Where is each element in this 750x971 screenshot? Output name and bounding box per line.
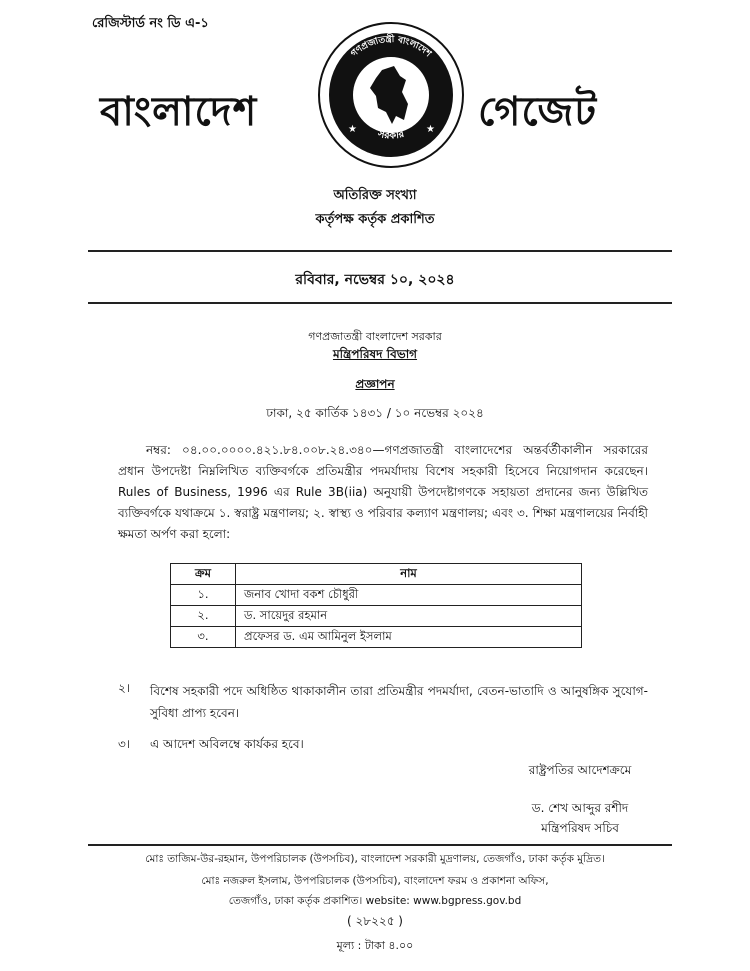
table-row — [171, 606, 582, 627]
masthead-right-title: গেজেট — [478, 89, 598, 135]
signatory-title: মন্ত্রিপরিষদ সচিব — [541, 821, 619, 835]
divider-top — [88, 250, 672, 252]
footer-divider — [88, 844, 672, 846]
paragraph-2: বিশেষ সহকারী পদে অধিষ্ঠিত থাকাকালীন তারা প্রতিমন্ত্রীর পদমর্যাদা, বেতন-ভাতাদি ও আনুষঙ্গিক সুযোগ-সুবিধা প্রাপ্য হবেন। — [150, 684, 648, 720]
notification-title: প্রজ্ঞাপন — [355, 377, 395, 391]
issue-date: রবিবার, নভেম্বর ১০, ২০২৪ — [295, 272, 455, 288]
svg-text:★: ★ — [426, 124, 435, 135]
seal-bottom-text: সরকার — [376, 128, 406, 142]
government-seal-icon — [316, 20, 466, 170]
publisher-label: কর্তৃপক্ষ কর্তৃক প্রকাশিত — [315, 212, 435, 227]
paragraph-1: নম্বর: ০৪.০০.০০০০.৪২১.৮৪.০০৮.২৪.৩৪০—গণপ্রজাতন্ত্রী বাংলাদেশের অন্তর্বর্তীকালীন সরকারের প্রধান উপদেষ্টা নিম্নলিখিত ব্যক্তিবর্গকে প্রতিমন্ত্রীর পদমর্যাদায় বিশেষ সহকারী হিসেবে নিয়োগদান করেছেন। Rules of Business, 1996 এর Rule 3B(iia) অনুযায়ী উপদেষ্টাগণকে সহায়তা প্রদানের জন্য উল্লিখিত ব্যক্তিবর্গকে যথাক্রমে ১. স্বরাষ্ট্র মন্ত্রণালয়; ২. স্বাস্থ্য ও পরিবার কল্যাণ মন্ত্রণালয়; এবং ৩. শিক্ষা মন্ত্রণালয়ের নির্বাহী ক্ষমতা অর্পণ করা হলো: — [118, 443, 648, 541]
footer-code: ( ২৮২২৫ ) — [347, 914, 403, 928]
table-row — [171, 627, 582, 648]
extra-issue-label: অতিরিক্ত সংখ্যা — [333, 188, 417, 203]
table-header-name: নাম — [236, 564, 582, 585]
table-header-serial: ক্রম — [171, 564, 236, 585]
government-name: গণপ্রজাতন্ত্রী বাংলাদেশ সরকার — [308, 330, 442, 343]
table-header-row — [171, 564, 582, 585]
table-cell-serial: ২. — [171, 606, 236, 627]
footer-website-line: তেজগাঁও, ঢাকা কর্তৃক প্রকাশিত। website: www.bgpress.gov.bd — [228, 895, 522, 907]
seal-top-text: গণপ্রজাতন্ত্রী বাংলাদেশ — [349, 34, 433, 60]
appointees-table — [170, 563, 582, 648]
paragraph-3: এ আদেশ অবিলম্বে কার্যকর হবে। — [150, 737, 304, 751]
table-cell-serial: ১. — [171, 585, 236, 606]
footer-publisher-line: মোঃ নজরুল ইসলাম, উপপরিচালক (উপসচিব), বাংলাদেশ ফরম ও প্রকাশনা অফিস, — [201, 875, 549, 887]
table-cell-name: প্রফেসর ড. এম আমিনুল ইসলাম — [236, 627, 582, 648]
divider-bottom — [88, 302, 672, 304]
footer-price: মূল্য : টাকা ৪.০০ — [336, 939, 414, 952]
table-cell-name: জনাব খোদা বকশ চৌধুরী — [236, 585, 582, 606]
reference-date: ঢাকা, ২৫ কার্তিক ১৪৩১ / ১০ নভেম্বর ২০২৪ — [266, 406, 484, 420]
masthead-left-title: বাংলাদেশ — [100, 89, 258, 135]
footer-printer-line: মোঃ তাজিম-উর-রহমান, উপপরিচালক (উপসচিব), বাংলাদেশ সরকারী মুদ্রণালয়, তেজগাঁও, ঢাকা কর্তৃক মুদ্রিত। — [145, 853, 605, 865]
table-row — [171, 585, 582, 606]
svg-text:★: ★ — [348, 124, 357, 135]
order-line: রাষ্ট্রপতির আদেশক্রমে — [528, 763, 632, 777]
table-cell-serial: ৩. — [171, 627, 236, 648]
signatory-name: ড. শেখ আব্দুর রশীদ — [531, 801, 629, 815]
paragraph-3-number: ৩। — [118, 737, 131, 751]
table-cell-name: ড. সায়েদুর রহমান — [236, 606, 582, 627]
paragraph-2-number: ২। — [118, 681, 131, 695]
registration-number: রেজিস্টার্ড নং ডি এ-১ — [92, 16, 209, 31]
department-name: মন্ত্রিপরিষদ বিভাগ — [332, 347, 418, 361]
